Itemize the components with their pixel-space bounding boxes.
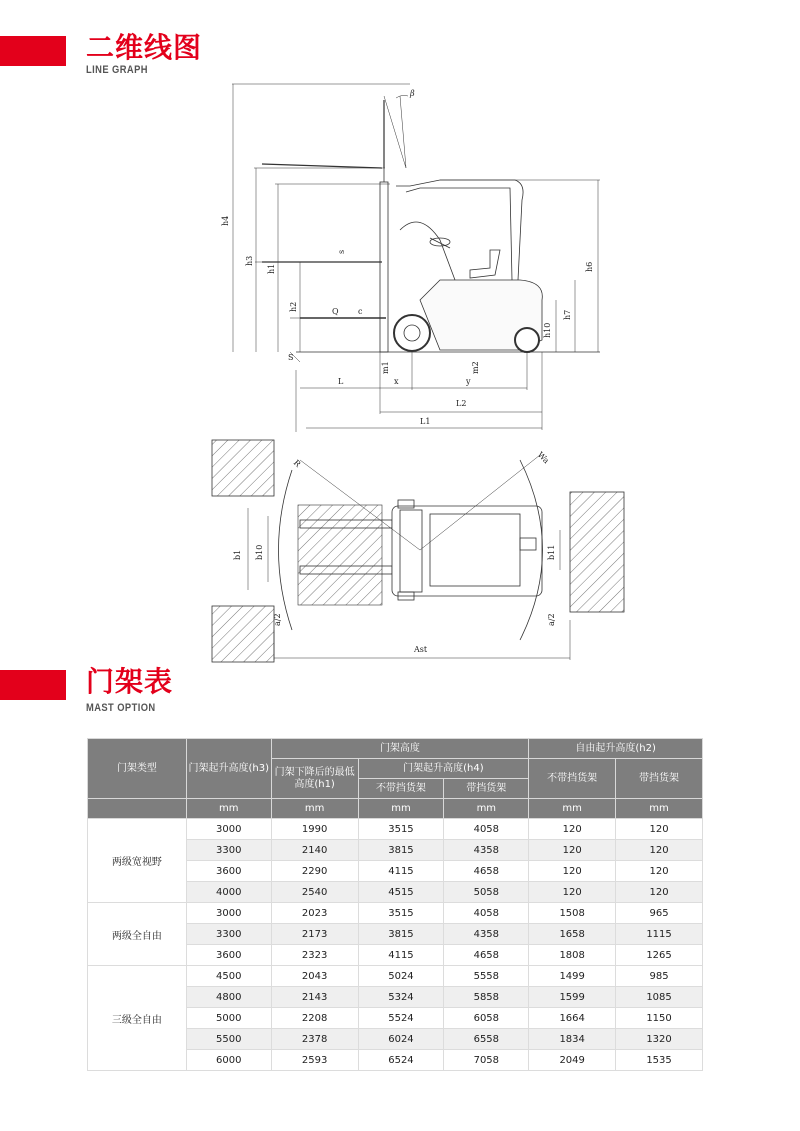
table-row: [88, 903, 703, 924]
table-cell: 3515: [358, 903, 444, 924]
header-mast-height: 门架高度: [271, 739, 529, 759]
table-cell: 2323: [271, 945, 358, 966]
table-cell: 2173: [271, 924, 358, 945]
svg-text:S: S: [288, 353, 294, 362]
table-cell: 6524: [358, 1050, 444, 1071]
table-cell: 1265: [616, 945, 703, 966]
table-cell: 5024: [358, 966, 444, 987]
header-unit: mm: [444, 799, 529, 819]
table-cell: 120: [616, 840, 703, 861]
table-cell: 120: [529, 819, 616, 840]
table-cell: 4058: [444, 819, 529, 840]
header-unit: mm: [271, 799, 358, 819]
table-cell: 4500: [186, 966, 271, 987]
svg-text:h3: h3: [245, 255, 254, 266]
table-cell: 6024: [358, 1029, 444, 1050]
table-cell: 3300: [186, 924, 271, 945]
svg-text:L: L: [338, 377, 344, 386]
table-cell: 4115: [358, 861, 444, 882]
svg-text:Ast: Ast: [414, 645, 428, 654]
table-cell: 4358: [444, 924, 529, 945]
table-cell: 2290: [271, 861, 358, 882]
svg-text:L1: L1: [420, 417, 431, 426]
table-cell: 1499: [529, 966, 616, 987]
svg-text:b11: b11: [547, 544, 556, 560]
table-cell: 4658: [444, 945, 529, 966]
table-cell: 3815: [358, 840, 444, 861]
section-title-line-graph: 二维线图: [86, 31, 203, 64]
table-cell: 3600: [186, 861, 271, 882]
table-cell: 5558: [444, 966, 529, 987]
table-cell: 6558: [444, 1029, 529, 1050]
svg-text:h6: h6: [585, 261, 594, 272]
table-cell: 5858: [444, 987, 529, 1008]
svg-text:b10: b10: [255, 544, 264, 560]
header-unit: mm: [186, 799, 271, 819]
table-cell: 1599: [529, 987, 616, 1008]
table-cell: 3000: [186, 819, 271, 840]
mast-option-table: [87, 738, 703, 1071]
svg-text:β: β: [410, 89, 415, 98]
table-cell: 4658: [444, 861, 529, 882]
header-h4-no-backrest: 不带挡货架: [358, 779, 444, 799]
table-cell: 4515: [358, 882, 444, 903]
forklift-side-view-diagram: [0, 0, 800, 440]
table-cell: 120: [616, 819, 703, 840]
header-mast-type: 门架类型: [88, 739, 187, 799]
table-cell: 6058: [444, 1008, 529, 1029]
svg-text:c: c: [358, 307, 363, 316]
table-cell: 120: [529, 882, 616, 903]
table-row: [88, 966, 703, 987]
svg-text:y: y: [466, 377, 471, 386]
header-fl-with-backrest: 带挡货架: [616, 759, 703, 799]
svg-text:h4: h4: [221, 215, 230, 226]
header-lift-h3: 门架起升高度(h3): [186, 739, 271, 799]
mast-type-cell: 两级全自由: [88, 903, 187, 966]
table-cell: 1085: [616, 987, 703, 1008]
svg-text:m1: m1: [381, 361, 390, 374]
table-cell: 6000: [186, 1050, 271, 1071]
svg-text:R: R: [291, 458, 303, 469]
table-cell: 5000: [186, 1008, 271, 1029]
table-cell: 120: [529, 861, 616, 882]
table-cell: 1664: [529, 1008, 616, 1029]
table-cell: 120: [529, 840, 616, 861]
svg-text:h2: h2: [289, 301, 298, 312]
table-cell: 4058: [444, 903, 529, 924]
forklift-top-view-diagram: [0, 430, 800, 670]
svg-text:h10: h10: [543, 322, 552, 338]
table-cell: 3300: [186, 840, 271, 861]
header-unit: mm: [358, 799, 444, 819]
table-cell: 3515: [358, 819, 444, 840]
table-cell: 1834: [529, 1029, 616, 1050]
table-cell: 5058: [444, 882, 529, 903]
svg-text:m2: m2: [471, 361, 480, 374]
table-cell: 2208: [271, 1008, 358, 1029]
svg-text:s: s: [337, 249, 346, 254]
svg-text:Q: Q: [332, 307, 339, 316]
table-cell: 2593: [271, 1050, 358, 1071]
table-cell: 4800: [186, 987, 271, 1008]
table-cell: 1808: [529, 945, 616, 966]
table-cell: 2378: [271, 1029, 358, 1050]
table-cell: 5524: [358, 1008, 444, 1029]
header-unit-blank: [88, 799, 187, 819]
table-row: [88, 819, 703, 840]
svg-text:a/2: a/2: [547, 613, 556, 626]
header-unit: mm: [529, 799, 616, 819]
table-cell: 7058: [444, 1050, 529, 1071]
table-cell: 1508: [529, 903, 616, 924]
table-cell: 5324: [358, 987, 444, 1008]
mast-type-cell: 两级宽视野: [88, 819, 187, 903]
table-cell: 985: [616, 966, 703, 987]
svg-text:h7: h7: [563, 309, 572, 320]
svg-text:h1: h1: [267, 263, 276, 274]
header-unit: mm: [616, 799, 703, 819]
svg-text:x: x: [394, 377, 399, 386]
svg-text:a/2: a/2: [273, 613, 282, 626]
header-fl-no-backrest: 不带挡货架: [529, 759, 616, 799]
table-cell: 2140: [271, 840, 358, 861]
table-cell: 4358: [444, 840, 529, 861]
section-subtitle-line-graph: LINE GRAPH: [86, 64, 148, 76]
table-cell: 2143: [271, 987, 358, 1008]
mast-type-cell: 三级全自由: [88, 966, 187, 1071]
table-cell: 120: [616, 861, 703, 882]
header-lowered-min-h1: 门架下降后的最低高度(h1): [271, 759, 358, 799]
table-cell: 2049: [529, 1050, 616, 1071]
table-cell: 2043: [271, 966, 358, 987]
svg-text:L2: L2: [456, 399, 467, 408]
table-cell: 2540: [271, 882, 358, 903]
table-cell: 1990: [271, 819, 358, 840]
svg-text:b1: b1: [233, 549, 242, 560]
table-cell: 3600: [186, 945, 271, 966]
section-subtitle-mast-option: MAST OPTION: [86, 702, 156, 714]
header-h4-with-backrest: 带挡货架: [444, 779, 529, 799]
header-free-lift: 自由起升高度(h2): [529, 739, 703, 759]
section-title-mast-option: 门架表: [86, 665, 174, 698]
table-cell: 4115: [358, 945, 444, 966]
table-cell: 1115: [616, 924, 703, 945]
table-cell: 3000: [186, 903, 271, 924]
table-cell: 120: [616, 882, 703, 903]
table-cell: 5500: [186, 1029, 271, 1050]
table-cell: 4000: [186, 882, 271, 903]
table-cell: 1535: [616, 1050, 703, 1071]
table-cell: 1658: [529, 924, 616, 945]
table-cell: 1150: [616, 1008, 703, 1029]
table-cell: 2023: [271, 903, 358, 924]
header-lifted-h4: 门架起升高度(h4): [358, 759, 529, 779]
section-marker-mast-option: [0, 670, 66, 700]
table-cell: 3815: [358, 924, 444, 945]
table-cell: 1320: [616, 1029, 703, 1050]
svg-text:Wa: Wa: [535, 450, 551, 466]
table-cell: 965: [616, 903, 703, 924]
